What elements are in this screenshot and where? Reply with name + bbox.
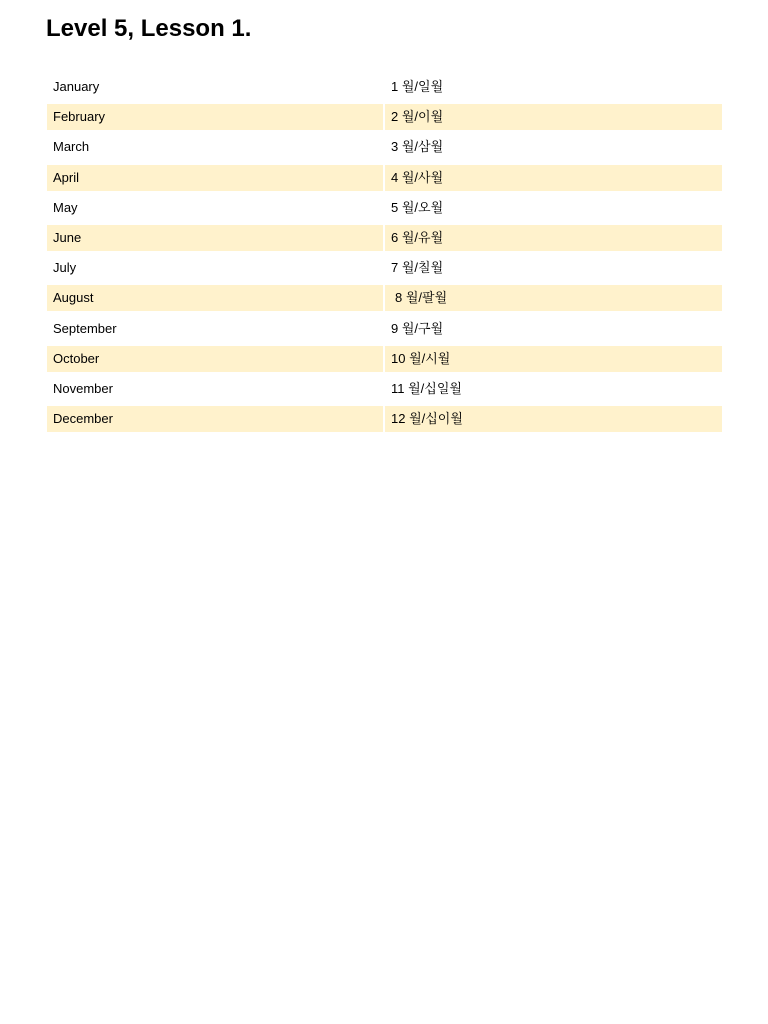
table-row — [47, 165, 722, 191]
korean-month-cell: 5 월/오월 — [391, 199, 444, 215]
korean-month-cell: 9 월/구월 — [391, 320, 444, 336]
months-table — [47, 74, 722, 436]
english-month-cell: February — [47, 104, 383, 130]
english-month-cell: July — [53, 260, 77, 276]
korean-month-cell: 2 월/이월 — [385, 104, 722, 130]
table-row — [47, 255, 722, 281]
table-row — [47, 195, 722, 221]
table-row — [47, 285, 722, 311]
korean-month-cell: 6 월/유월 — [385, 225, 722, 251]
english-month-cell: August — [47, 285, 383, 311]
korean-month-cell: 12 월/십이월 — [385, 406, 722, 432]
english-month-cell: January — [53, 79, 100, 94]
table-row — [47, 134, 722, 160]
english-month-cell: March — [53, 139, 90, 155]
table-row — [47, 104, 722, 130]
table-row — [47, 316, 722, 342]
table-row — [47, 346, 722, 372]
korean-month-cell: 7 월/칠월 — [391, 260, 444, 276]
english-month-cell: December — [47, 406, 383, 432]
english-month-cell: May — [53, 199, 78, 215]
table-row — [47, 74, 722, 100]
english-month-cell: April — [47, 165, 383, 191]
english-month-cell: October — [47, 346, 383, 372]
page-title: Level 5, Lesson 1. — [46, 15, 252, 42]
korean-month-cell: 10 월/시월 — [385, 346, 722, 372]
korean-month-cell: 4 월/사월 — [385, 165, 722, 191]
table-row — [47, 376, 722, 402]
korean-month-cell: 8 월/팔월 — [385, 285, 722, 311]
korean-month-cell: 3 월/삼월 — [391, 139, 444, 155]
english-month-cell: September — [53, 320, 117, 336]
table-row — [47, 225, 722, 251]
korean-month-cell: 1 월/일월 — [391, 79, 444, 94]
english-month-cell: November — [53, 380, 113, 396]
korean-month-cell: 11 월/십일월 — [391, 380, 462, 396]
table-row — [47, 406, 722, 432]
english-month-cell: June — [47, 225, 383, 251]
